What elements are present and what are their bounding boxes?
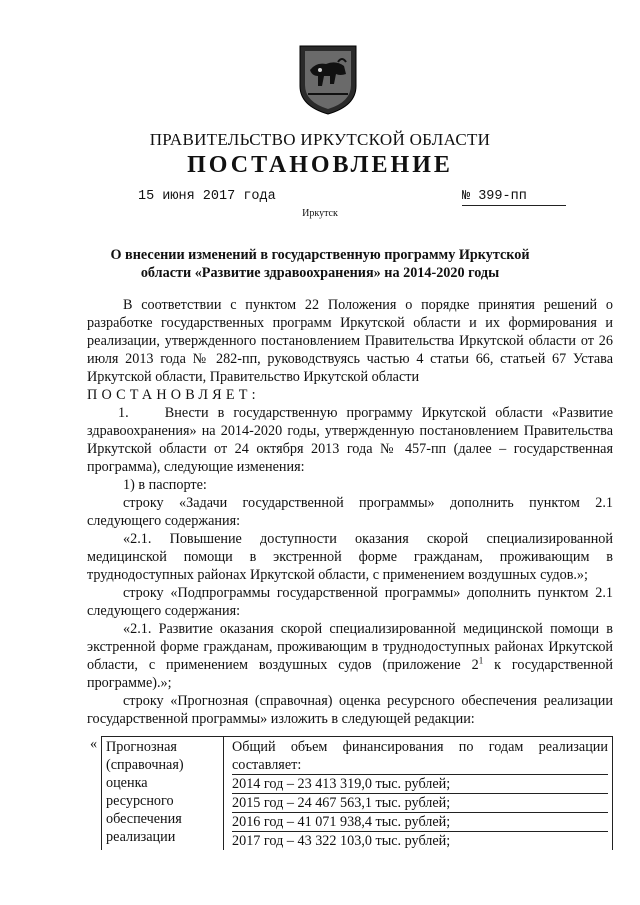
tasks-quote: «2.1. Повышение доступности оказания скорой специализированной медицинской помощи в экстренной форме гражданам, проживающим в труднодоступных районах Иркутской области, с применением воздушных судов.»; [87,531,613,583]
value-line: 2014 год – 23 413 319,0 тыс. рублей; [232,775,608,794]
opening-quote: « [90,736,98,752]
passport-table [101,736,613,850]
value-line: 2015 год – 24 467 563,1 тыс. рублей; [232,794,608,813]
preamble-paragraph: В соответствии с пунктом 22 Положения о порядке принятия решений о разработке государственных программ Иркутской области и их формирования и реализации, утвержденного постановлением Правительства Иркутской области от 26 июля 2013 года № 282-пп, руководствуясь частью 4 статьи 66, статьей 67 Устава Иркутской области, Правительство Иркутской области [87,297,613,385]
subprograms-quote [87,620,613,692]
subprograms-quote-text: «2.1. Развитие оказания скорой специализированной медицинской помощи в экстренной форме гражданам, проживающим в труднодоступных районах Иркутской области, с применением воздушных судов (приложение 2 [87,621,613,673]
label-line: реализации [106,829,176,845]
label-line: оценка [106,775,148,791]
document-body [87,296,617,728]
tasks-paragraph: строку «Задачи государственной программы» дополнить пунктом 2.1 следующего содержания: [87,495,613,529]
row-label-cell [102,737,224,851]
city-name: Иркутск [302,208,338,219]
label-line: (справочная) [106,757,184,773]
row-value-cell [224,737,613,851]
value-line: Общий объем финансирования по годам реализации составляет: [232,739,608,773]
value-line: 2017 год – 43 322 103,0 тыс. рублей; [232,833,451,849]
document-type: ПОСТАНОВЛЕНИЕ [187,152,453,178]
item-1-paragraph: 1. Внести в государственную программу Иркутской области «Развитие здравоохранения» на 2014-2020 годы, утвержденную постановлением Правительства Иркутской области от 24 октября 2013 года № 457-пп (далее – государственная программа), следующие изменения: [87,405,617,475]
coat-of-arms-irkutsk-icon [296,40,360,116]
superscript: 1 [478,655,484,666]
forecast-paragraph: строку «Прогнозная (справочная) оценка ресурсного обеспечения реализации государственной программы» изложить в следующей редакции: [87,693,613,727]
subitem-1: 1) в паспорте: [123,477,207,493]
value-line: 2016 год – 41 071 938,4 тыс. рублей; [232,813,608,832]
subprograms-quote-end: к государственной программе).»; [87,657,613,691]
decree-date: 15 июня 2017 года [138,189,276,204]
label-line: Прогнозная [106,739,177,755]
label-line: обеспечения [106,811,182,827]
government-name: ПРАВИТЕЛЬСТВО ИРКУТСКОЙ ОБЛАСТИ [149,130,491,149]
label-line: ресурсного [106,793,174,809]
subprograms-paragraph: строку «Подпрограммы государственной программы» дополнить пунктом 2.1 следующего содержания: [87,585,613,619]
decree-word: ПОСТАНОВЛЯЕТ: [87,387,260,403]
document-title: О внесении изменений в государственную программу Иркутской области «Развитие здравоохранения» на 2014-2020 годы [110,247,530,281]
table-row [102,737,613,851]
decree-number: № 399-пп [462,189,566,206]
